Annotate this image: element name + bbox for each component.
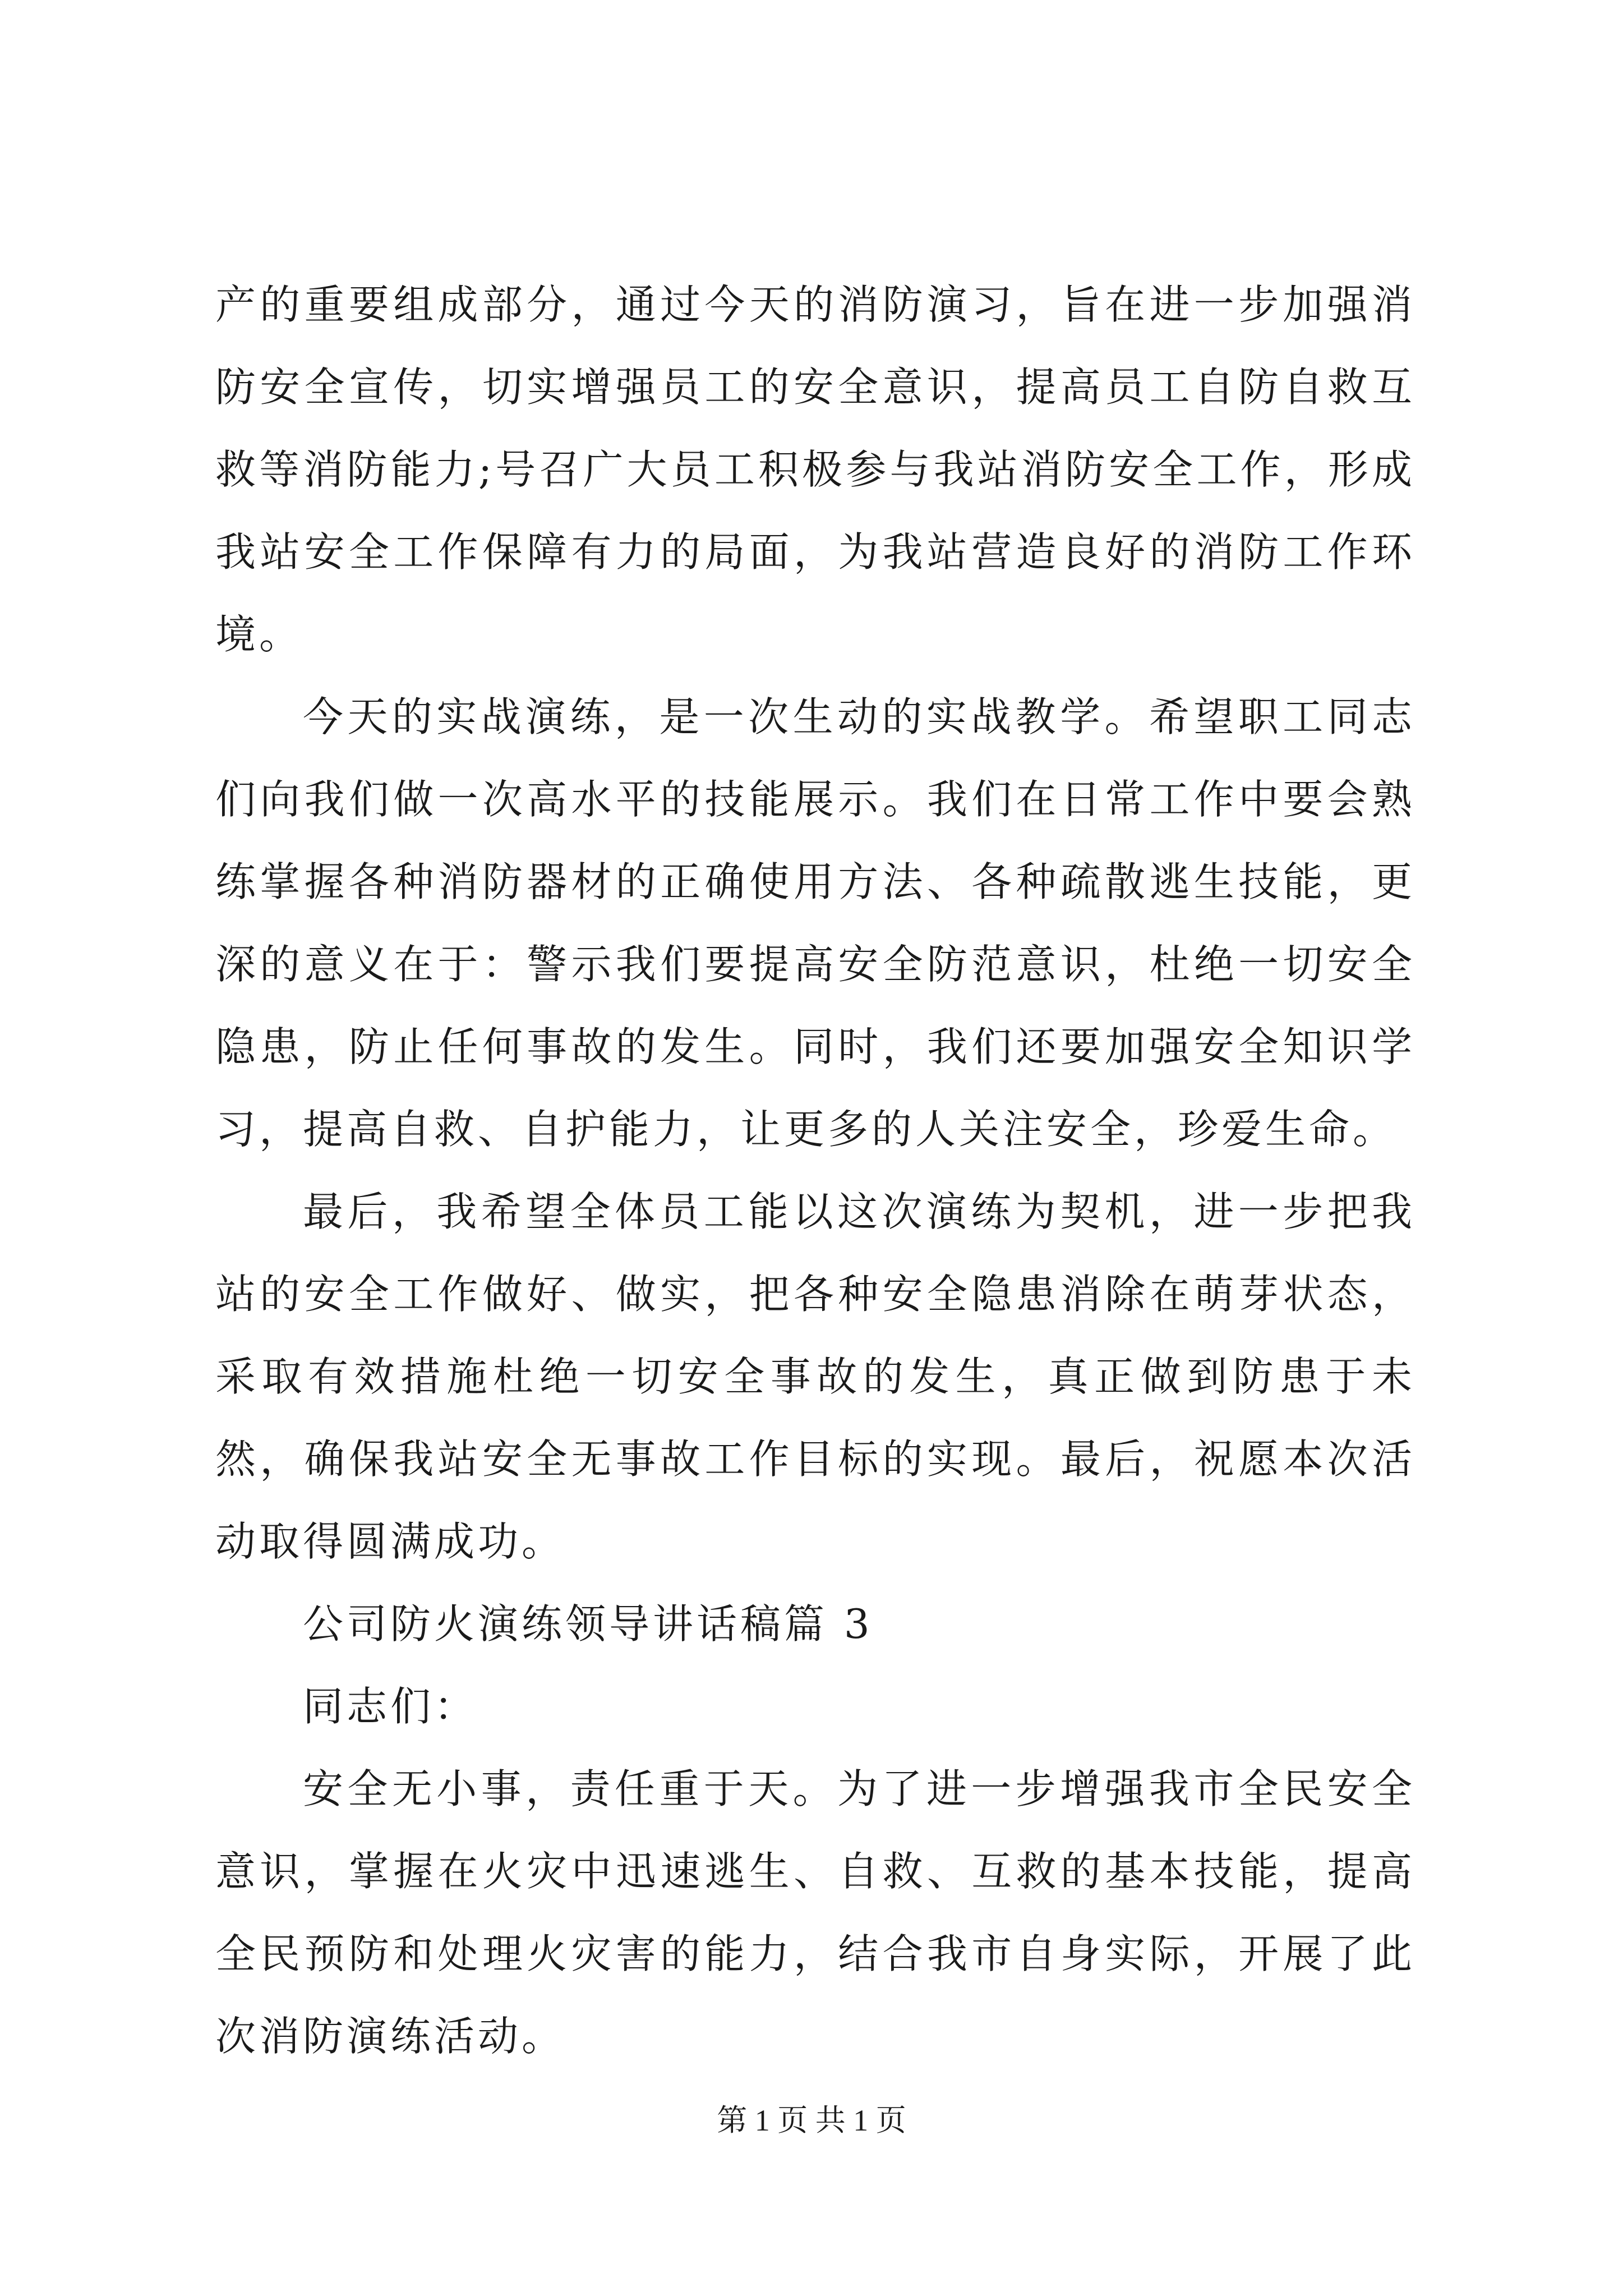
section-heading: 公司防火演练领导讲话稿篇 3 bbox=[303, 1600, 873, 1648]
page-number-label: 第 1 页 共 1 页 bbox=[717, 2104, 906, 2137]
paragraph-safety-intro: 安全无小事，责任重于天。为了进一步增强我市全民安全意识，掌握在火灾中迅速逃生、自救、互救的基本技能，提高全民预防和处理火灾害的能力，结合我市自身实际，开展了此次消防演练活动。 bbox=[215, 1765, 1415, 2060]
paragraph-closing-wishes: 最后，我希望全体员工能以这次演练为契机，进一步把我站的安全工作做好、做实，把各种安全隐患消除在萌芽状态，采取有效措施杜绝一切安全事故的发生，真正做到防患于未然，确保我站安全无事故工作目标的实现。最后，祝愿本次活动取得圆满成功。 bbox=[215, 1188, 1415, 1565]
salutation: 同志们： bbox=[303, 1683, 478, 1730]
document-body bbox=[215, 264, 1415, 2078]
paragraph-drill-teaching: 今天的实战演练，是一次生动的实战教学。希望职工同志们向我们做一次高水平的技能展示。我们在日常工作中要会熟练掌握各种消防器材的正确使用方法、各种疏散逃生技能，更深的意义在于：警示我们要提高安全防范意识，杜绝一切安全隐患，防止任何事故的发生。同时，我们还要加强安全知识学习，提高自救、自护能力，让更多的人关注安全，珍爱生命。 bbox=[215, 693, 1415, 1153]
page-footer bbox=[0, 2101, 1623, 2140]
paragraph-continuation: 产的重要组成部分，通过今天的消防演习，旨在进一步加强消防安全宣传，切实增强员工的安全意识，提高员工自防自救互救等消防能力;号召广大员工积极参与我站消防安全工作，形成我站安全工作保障有力的局面，为我站营造良好的消防工作环境。 bbox=[215, 281, 1415, 658]
